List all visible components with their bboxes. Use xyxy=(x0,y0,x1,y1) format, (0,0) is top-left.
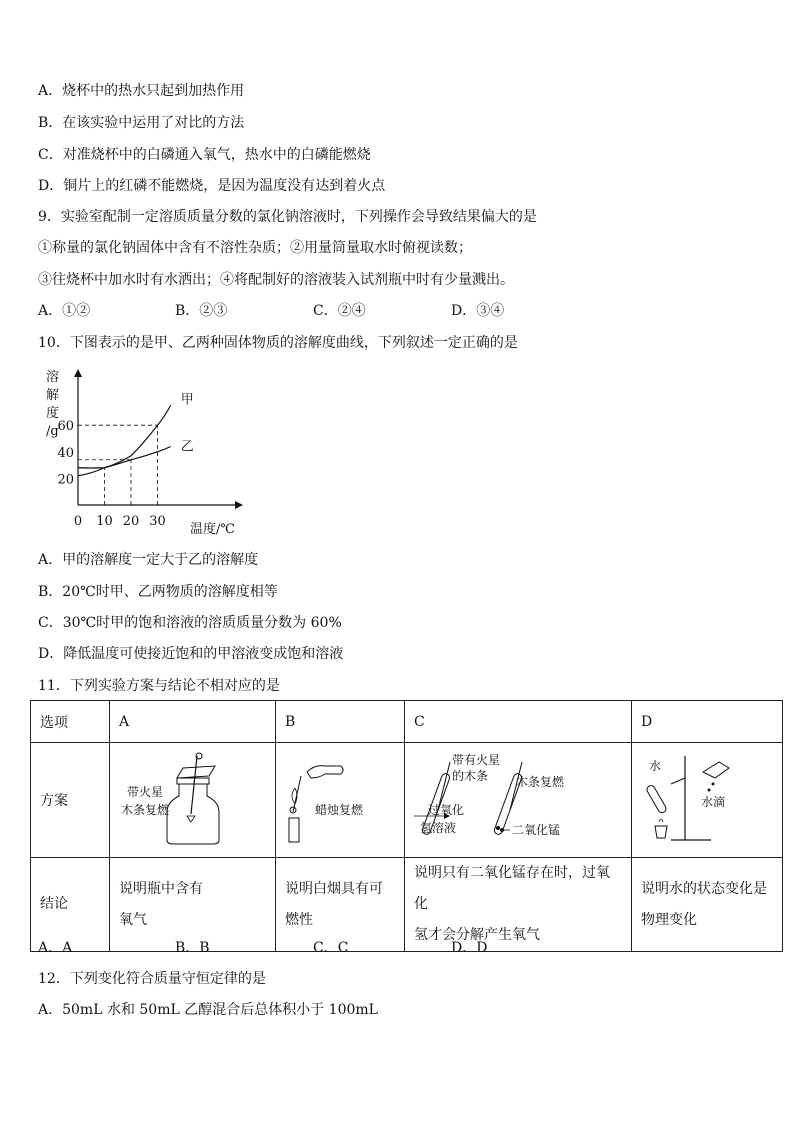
q8-option-b: B．在该实验中运用了对比的方法 xyxy=(38,115,245,131)
table-header-row xyxy=(31,701,783,743)
q9-stem: 9．实验室配制一定溶质质量分数的氯化钠溶液时，下列操作会导致结果偏大的是 xyxy=(38,209,537,225)
y-axis-label-char: 溶 xyxy=(46,370,60,385)
q10-option-d: D．降低温度可使接近饱和的甲溶液变成饱和溶液 xyxy=(38,646,344,662)
q8-option-d: D．铜片上的红磷不能燃烧，是因为温度没有达到着火点 xyxy=(38,178,386,194)
x-tick-label: 20 xyxy=(122,514,140,529)
guide-lines xyxy=(78,425,158,505)
y-tick-label: 60 xyxy=(57,419,74,435)
illustration-d-label-2: 水滴 xyxy=(700,795,725,809)
q12-stem: 12．下列变化符合质量守恒定律的是 xyxy=(38,971,266,987)
q9-item-line2: ③往烧杯中加水时有水洒出；④将配制好的溶液装入试剂瓶中时有少量溅出。 xyxy=(38,272,514,288)
conclusion-b xyxy=(275,858,404,952)
illustration-a-cell xyxy=(110,743,276,858)
illustration-a-label-2: 木条复燃 xyxy=(121,803,170,817)
q9-option-b: B．②③ xyxy=(175,303,228,319)
q11-option-b: B．B xyxy=(175,940,210,956)
x-tick-label: 0 xyxy=(73,514,83,529)
series-lines xyxy=(78,392,194,475)
q12-option-a: A．50mL 水和 50mL 乙醇混合后总体积小于 100mL xyxy=(38,1002,378,1018)
q11-option-d: D．D xyxy=(451,940,488,956)
q10-stem: 10．下图表示的是甲、乙两种固体物质的溶解度曲线，下列叙述一定正确的是 xyxy=(38,335,518,351)
row-label-conclusion: 结论 xyxy=(31,858,110,952)
conclusion-b-line2: 燃性 xyxy=(284,911,313,928)
q11-option-a: A．A xyxy=(38,940,73,956)
series-label-jia: 甲 xyxy=(180,392,194,408)
x-tick-label: 30 xyxy=(149,514,166,529)
y-tick-label: 20 xyxy=(57,472,74,488)
conclusion-a-line2: 氧气 xyxy=(119,911,147,928)
q10-option-c: C．30℃时甲的饱和溶液的溶质质量分数为 60% xyxy=(38,615,342,631)
y-axis-arrow xyxy=(74,369,82,377)
illustration-d-label-1: 水 xyxy=(648,759,661,773)
illustration-b-label: 蜡烛复燃 xyxy=(314,803,363,817)
illustration-d-cell xyxy=(631,743,782,858)
illustration-c-label-3: 木条复燃 xyxy=(515,775,564,789)
q9-option-c: C．②④ xyxy=(313,303,366,319)
x-axis-arrow xyxy=(235,501,243,509)
q10-option-b: B．20℃时甲、乙两物质的溶解度相等 xyxy=(38,584,278,600)
q9-option-a: A．①② xyxy=(38,303,91,319)
y-tick-label: 40 xyxy=(57,445,74,461)
series-line-yi xyxy=(78,446,171,468)
series-line-jia xyxy=(78,405,171,475)
q9-item-line1: ①称量的氯化钠固体中含有不溶性杂质；②用量筒量取水时俯视读数； xyxy=(38,240,472,256)
water-state-illustration xyxy=(641,750,773,850)
conclusion-d xyxy=(631,858,782,952)
x-axis-label: 温度/℃ xyxy=(190,522,235,537)
conclusion-b-line1: 说明白烟具有可 xyxy=(284,880,383,897)
table-row-conclusion xyxy=(31,858,783,952)
header-cell: B xyxy=(275,701,404,743)
illustration-c-label-6: 二氧化锰 xyxy=(511,823,560,837)
y-axis-label-char: 解 xyxy=(46,388,60,403)
q8-option-c: C．对准烧杯中的白磷通入氧气，热水中的白磷能燃烧 xyxy=(38,147,371,163)
conclusion-d-line1: 说明水的状态变化是 xyxy=(640,880,767,897)
conclusion-a xyxy=(110,858,276,952)
y-axis-label-char: 度 xyxy=(46,406,60,421)
header-cell: C xyxy=(404,701,631,743)
q8-option-a: A．烧杯中的热水只起到加热作用 xyxy=(38,83,245,99)
q9-option-d: D．③④ xyxy=(451,303,505,319)
conclusion-d-line2: 物理变化 xyxy=(640,911,697,928)
y-axis-label-char: /g xyxy=(46,424,59,439)
illustration-c-label-2: 的木条 xyxy=(451,769,488,783)
header-cell: 选项 xyxy=(31,701,110,743)
illustration-c-label-4: 过氧化 xyxy=(427,803,464,817)
illustration-c-label-1: 带有火星 xyxy=(451,753,500,767)
conclusion-c-line1: 说明只有二氧化锰存在时，过氧化 xyxy=(413,865,610,912)
row-label-scheme: 方案 xyxy=(31,743,110,858)
solubility-chart xyxy=(40,365,250,537)
candle-relight-illustration xyxy=(285,752,395,848)
q11-table xyxy=(30,700,783,952)
header-cell: D xyxy=(631,701,782,743)
conclusion-c-line2: 氢才会分解产生氧气 xyxy=(413,927,540,943)
x-tick-label: 10 xyxy=(96,514,113,529)
illustration-b-cell xyxy=(275,743,404,858)
q11-stem: 11．下列实验方案与结论不相对应的是 xyxy=(38,678,280,694)
illustration-a-label-1: 带火星 xyxy=(127,785,164,799)
q11-option-c: C．C xyxy=(313,940,349,956)
hydrogen-peroxide-illustration xyxy=(414,750,622,850)
conclusion-a-line1: 说明瓶中含有 xyxy=(119,880,203,897)
conclusion-c xyxy=(404,858,631,952)
table-row-scheme xyxy=(31,743,783,858)
illustration-c-label-5: 氢溶液 xyxy=(419,821,456,835)
q10-option-a: A．甲的溶解度一定大于乙的溶解度 xyxy=(38,552,259,568)
header-cell: A xyxy=(110,701,276,743)
series-label-yi: 乙 xyxy=(180,439,194,455)
oxygen-bottle-illustration xyxy=(119,752,229,848)
illustration-c-cell xyxy=(404,743,631,858)
